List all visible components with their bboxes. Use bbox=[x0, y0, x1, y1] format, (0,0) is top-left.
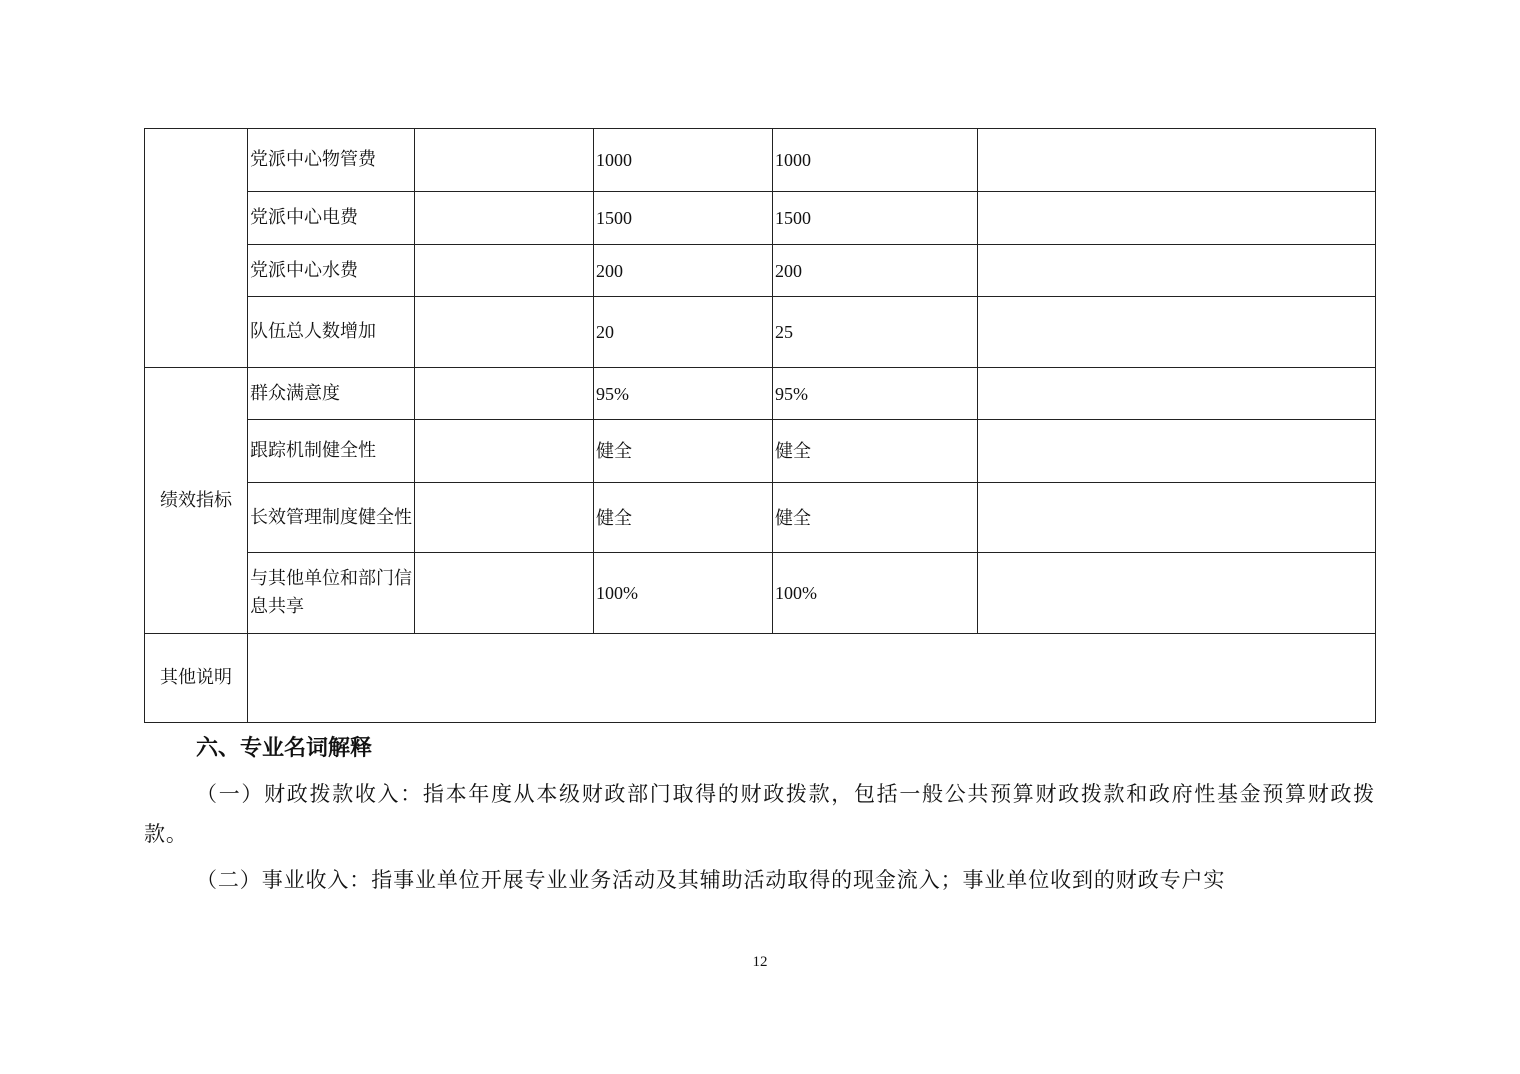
blank-cell bbox=[415, 297, 594, 368]
actual-value-cell: 200 bbox=[773, 245, 978, 297]
indicator-cell: 党派中心电费 bbox=[248, 192, 415, 245]
target-value-cell: 健全 bbox=[594, 483, 773, 553]
table-row bbox=[145, 129, 1376, 192]
table-row bbox=[145, 245, 1376, 297]
target-value-cell: 健全 bbox=[594, 420, 773, 483]
performance-table bbox=[144, 128, 1376, 723]
table-row bbox=[145, 192, 1376, 245]
target-value-cell: 200 bbox=[594, 245, 773, 297]
indicator-cell: 队伍总人数增加 bbox=[248, 297, 415, 368]
remark-cell bbox=[978, 483, 1376, 553]
target-value-cell: 20 bbox=[594, 297, 773, 368]
blank-cell bbox=[415, 368, 594, 420]
blank-cell bbox=[415, 420, 594, 483]
blank-cell bbox=[415, 553, 594, 634]
target-value-cell: 1000 bbox=[594, 129, 773, 192]
blank-cell bbox=[415, 129, 594, 192]
paragraph: （二）事业收入：指事业单位开展专业业务活动及其辅助活动取得的现金流入；事业单位收到的财政专户实 bbox=[196, 868, 1226, 892]
blank-cell bbox=[415, 483, 594, 553]
remark-cell bbox=[978, 129, 1376, 192]
actual-value-cell: 1500 bbox=[773, 192, 978, 245]
actual-value-cell: 95% bbox=[773, 368, 978, 420]
remark-cell bbox=[978, 420, 1376, 483]
table-row bbox=[145, 553, 1376, 634]
indicator-cell: 群众满意度 bbox=[248, 368, 415, 420]
section-heading: 六、专业名词解释 bbox=[196, 736, 373, 761]
other-notes-label: 其他说明 bbox=[145, 634, 248, 723]
remark-cell bbox=[978, 192, 1376, 245]
remark-cell bbox=[978, 297, 1376, 368]
remark-cell bbox=[978, 245, 1376, 297]
category-cell bbox=[145, 129, 248, 368]
other-notes-value bbox=[248, 634, 1376, 723]
actual-value-cell: 100% bbox=[773, 553, 978, 634]
table-row bbox=[145, 420, 1376, 483]
target-value-cell: 1500 bbox=[594, 192, 773, 245]
remark-cell bbox=[978, 368, 1376, 420]
table-row bbox=[145, 483, 1376, 553]
table-row bbox=[145, 297, 1376, 368]
indicator-cell: 跟踪机制健全性 bbox=[248, 420, 415, 483]
table-row bbox=[145, 634, 1376, 723]
indicator-cell: 长效管理制度健全性 bbox=[248, 483, 415, 553]
indicator-cell: 党派中心物管费 bbox=[248, 129, 415, 192]
target-value-cell: 100% bbox=[594, 553, 773, 634]
remark-cell bbox=[978, 553, 1376, 634]
actual-value-cell: 1000 bbox=[773, 129, 978, 192]
category-cell: 绩效指标 bbox=[145, 368, 248, 634]
paragraph: （一）财政拨款收入：指本年度从本级财政部门取得的财政拨款，包括一般公共预算财政拨款和政府性基金预算财政拨款。 bbox=[144, 782, 1375, 846]
actual-value-cell: 健全 bbox=[773, 420, 978, 483]
blank-cell bbox=[415, 245, 594, 297]
blank-cell bbox=[415, 192, 594, 245]
actual-value-cell: 健全 bbox=[773, 483, 978, 553]
target-value-cell: 95% bbox=[594, 368, 773, 420]
indicator-cell: 与其他单位和部门信息共享 bbox=[248, 553, 415, 634]
page-number: 12 bbox=[752, 954, 768, 970]
actual-value-cell: 25 bbox=[773, 297, 978, 368]
table-row bbox=[145, 368, 1376, 420]
indicator-cell: 党派中心水费 bbox=[248, 245, 415, 297]
